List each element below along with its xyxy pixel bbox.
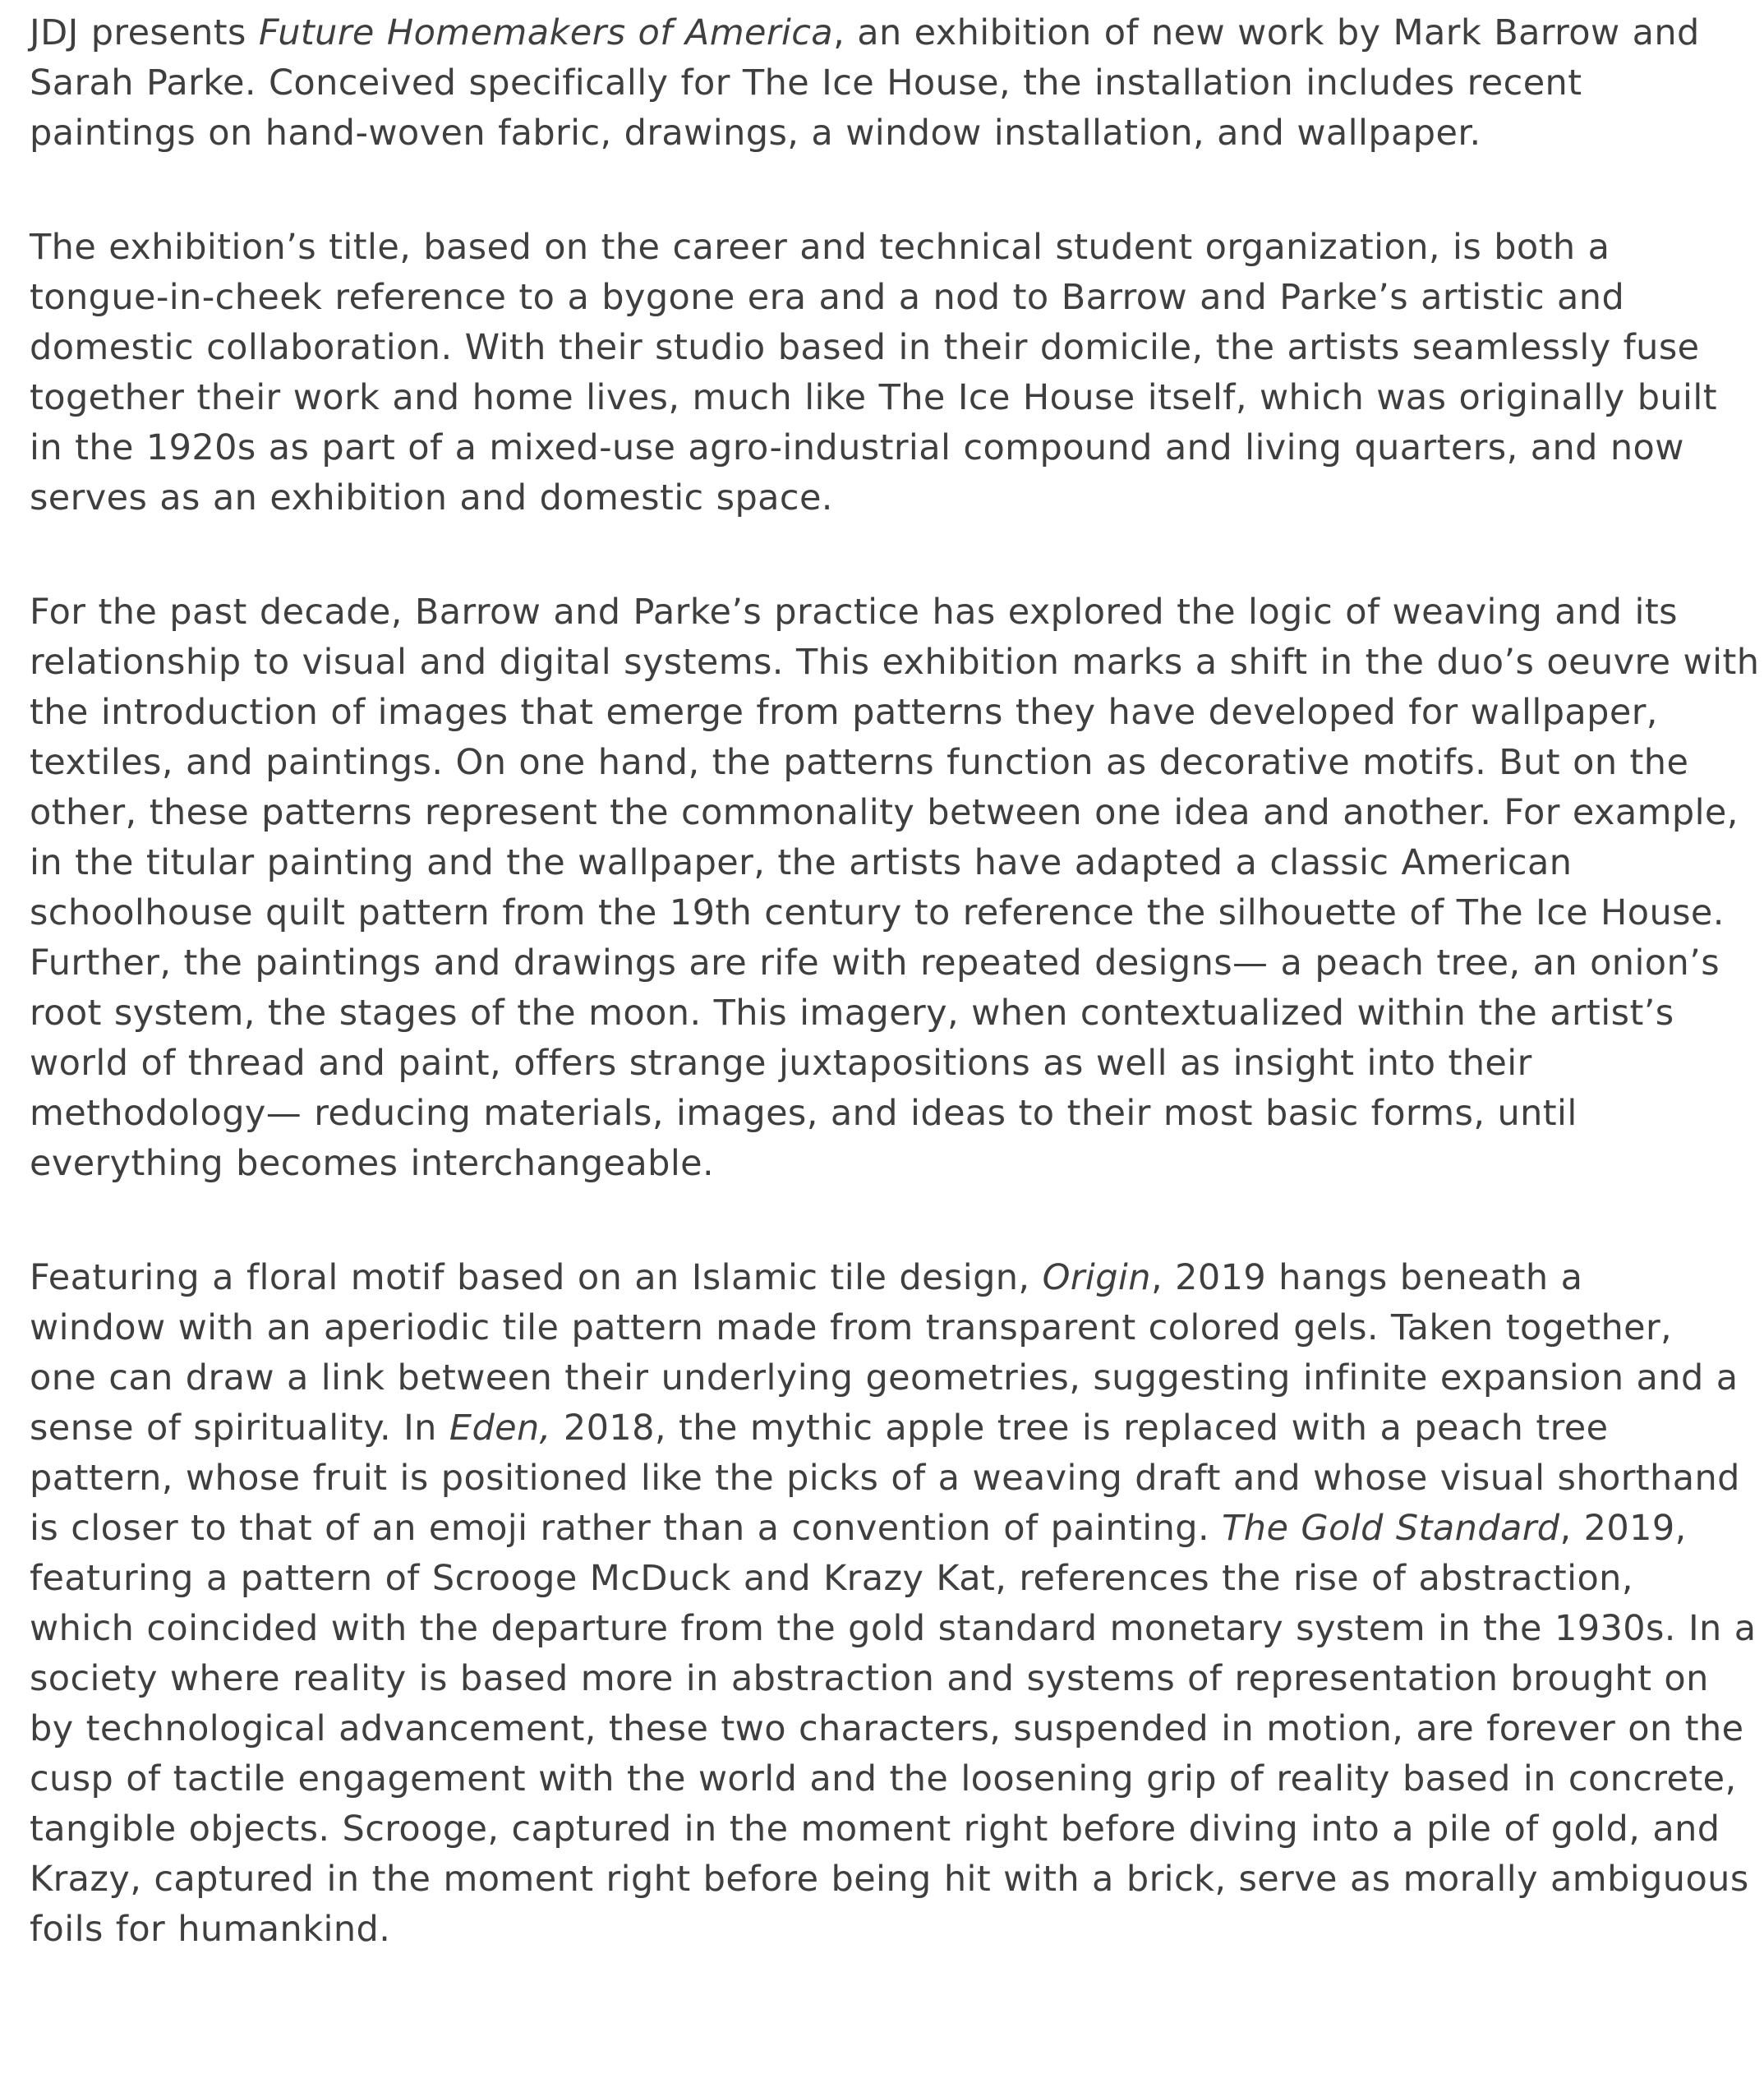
text-line bbox=[30, 1089, 1739, 1139]
text-line bbox=[30, 738, 1739, 788]
text-run: For the past decade, Barrow and Parke’s practice has explored the logic of weaving and its bbox=[30, 592, 1678, 633]
text-line bbox=[30, 1654, 1739, 1704]
text-run: , 2019, bbox=[1559, 1508, 1687, 1549]
text-run: is closer to that of an emoji rather than a convention of painting. bbox=[30, 1508, 1223, 1549]
text-run: Krazy, captured in the moment right before being hit with a brick, serve as morally ambiguous bbox=[30, 1859, 1749, 1900]
text-line bbox=[30, 373, 1739, 423]
text-run: tongue-in-cheek reference to a bygone era and a nod to Barrow and Parke’s artistic and bbox=[30, 277, 1625, 318]
artwork-title: Eden, bbox=[449, 1408, 551, 1449]
text-run: window with an aperiodic tile pattern made from transparent colored gels. Taken together, bbox=[30, 1307, 1673, 1348]
text-run: serves as an exhibition and domestic space. bbox=[30, 477, 833, 518]
text-line bbox=[30, 1704, 1744, 1754]
artwork-title: Future Homemakers of America bbox=[258, 12, 834, 53]
text-run: other, these patterns represent the commonality between one idea and another. For example, bbox=[30, 792, 1739, 833]
text-line bbox=[30, 688, 1739, 738]
text-line bbox=[30, 473, 1739, 523]
text-line bbox=[30, 1554, 1739, 1604]
text-line bbox=[30, 1303, 1739, 1353]
paragraph-intro bbox=[30, 8, 1739, 159]
text-run: cusp of tactile engagement with the world and the loosening grip of reality based in concrete, bbox=[30, 1758, 1737, 1799]
text-line bbox=[30, 58, 1739, 108]
text-run: paintings on hand-woven fabric, drawings, a window installation, and wallpaper. bbox=[30, 113, 1481, 154]
text-line bbox=[30, 788, 1739, 838]
text-run: the introduction of images that emerge from patterns they have developed for wallpaper, bbox=[30, 692, 1658, 733]
text-run: root system, the stages of the moon. This imagery, when contextualized within the artist’s bbox=[30, 993, 1674, 1034]
text-run: Further, the paintings and drawings are rife with repeated designs— a peach tree, an onion’s bbox=[30, 942, 1720, 984]
text-run: which coincided with the departure from the gold standard monetary system in the 1930s. In a bbox=[30, 1608, 1757, 1649]
text-line bbox=[30, 323, 1739, 373]
paragraph-title-context bbox=[30, 223, 1739, 523]
text-run: domestic collaboration. With their studio based in their domicile, the artists seamlessly fuse bbox=[30, 327, 1700, 368]
text-run: pattern, whose fruit is positioned like the picks of a weaving draft and whose visual shorthand bbox=[30, 1458, 1740, 1499]
text-line bbox=[30, 1403, 1739, 1454]
text-run: in the titular painting and the wallpaper, the artists have adapted a classic American bbox=[30, 842, 1573, 883]
text-line bbox=[30, 423, 1739, 473]
text-run: , 2019 hangs beneath a bbox=[1150, 1257, 1583, 1298]
text-line bbox=[30, 1454, 1739, 1504]
text-run: schoolhouse quilt pattern from the 19th century to reference the silhouette of The Ice House. bbox=[30, 892, 1725, 933]
text-run: textiles, and paintings. On one hand, the patterns function as decorative motifs. But on the bbox=[30, 742, 1689, 783]
text-run: world of thread and paint, offers strange juxtapositions as well as insight into their bbox=[30, 1043, 1532, 1084]
text-run: together their work and home lives, much like The Ice House itself, which was originally built bbox=[30, 377, 1717, 418]
text-run: everything becomes interchangeable. bbox=[30, 1143, 715, 1184]
text-line bbox=[30, 1604, 1757, 1654]
text-line bbox=[30, 988, 1739, 1039]
text-line bbox=[30, 1754, 1739, 1804]
text-line bbox=[30, 638, 1760, 688]
text-run: relationship to visual and digital systems. This exhibition marks a shift in the duo’s oeuvre with bbox=[30, 642, 1760, 683]
text-line bbox=[30, 273, 1739, 323]
text-run: tangible objects. Scrooge, captured in the moment right before diving into a pile of gold, and bbox=[30, 1808, 1720, 1850]
text-run: in the 1920s as part of a mixed-use agro-industrial compound and living quarters, and now bbox=[30, 427, 1684, 468]
text-run: , an exhibition of new work by Mark Barrow and bbox=[833, 12, 1700, 53]
text-line bbox=[30, 8, 1739, 58]
text-line bbox=[30, 1804, 1739, 1855]
text-line bbox=[30, 1855, 1749, 1905]
text-run: 2018, the mythic apple tree is replaced with a peach tree bbox=[550, 1408, 1609, 1449]
text-run: JDJ presents bbox=[30, 12, 259, 53]
text-line bbox=[30, 888, 1739, 938]
text-line bbox=[30, 223, 1739, 273]
text-run: Featuring a floral motif based on an Islamic tile design, bbox=[30, 1257, 1043, 1298]
artwork-title: Origin bbox=[1042, 1257, 1151, 1298]
text-line bbox=[30, 838, 1739, 888]
paragraph-works bbox=[30, 1253, 1757, 1955]
text-run: one can draw a link between their underlying geometries, suggesting infinite expansion and a bbox=[30, 1357, 1739, 1398]
text-line bbox=[30, 1504, 1739, 1554]
text-run: sense of spirituality. In bbox=[30, 1408, 449, 1449]
text-line bbox=[30, 1139, 1739, 1189]
text-run: The exhibition’s title, based on the career and technical student organization, is both a bbox=[30, 227, 1610, 268]
text-run: foils for humankind. bbox=[30, 1909, 391, 1950]
press-release-text bbox=[30, 8, 1760, 2019]
text-run: featuring a pattern of Scrooge McDuck and Krazy Kat, references the rise of abstraction, bbox=[30, 1558, 1633, 1599]
text-run: by technological advancement, these two characters, suspended in motion, are forever on the bbox=[30, 1708, 1744, 1749]
text-line bbox=[30, 1039, 1739, 1089]
artwork-title: The Gold Standard bbox=[1222, 1508, 1560, 1549]
text-line bbox=[30, 108, 1739, 159]
text-line bbox=[30, 1905, 1739, 1955]
text-line bbox=[30, 1353, 1739, 1403]
text-run: Sarah Parke. Conceived specifically for The Ice House, the installation includes recent bbox=[30, 62, 1582, 104]
text-run: methodology— reducing materials, images, and ideas to their most basic forms, until bbox=[30, 1093, 1577, 1134]
text-run: society where reality is based more in abstraction and systems of representation brought on bbox=[30, 1658, 1709, 1699]
text-line bbox=[30, 587, 1739, 638]
text-line bbox=[30, 938, 1739, 988]
text-line bbox=[30, 1253, 1739, 1303]
paragraph-practice bbox=[30, 587, 1760, 1189]
